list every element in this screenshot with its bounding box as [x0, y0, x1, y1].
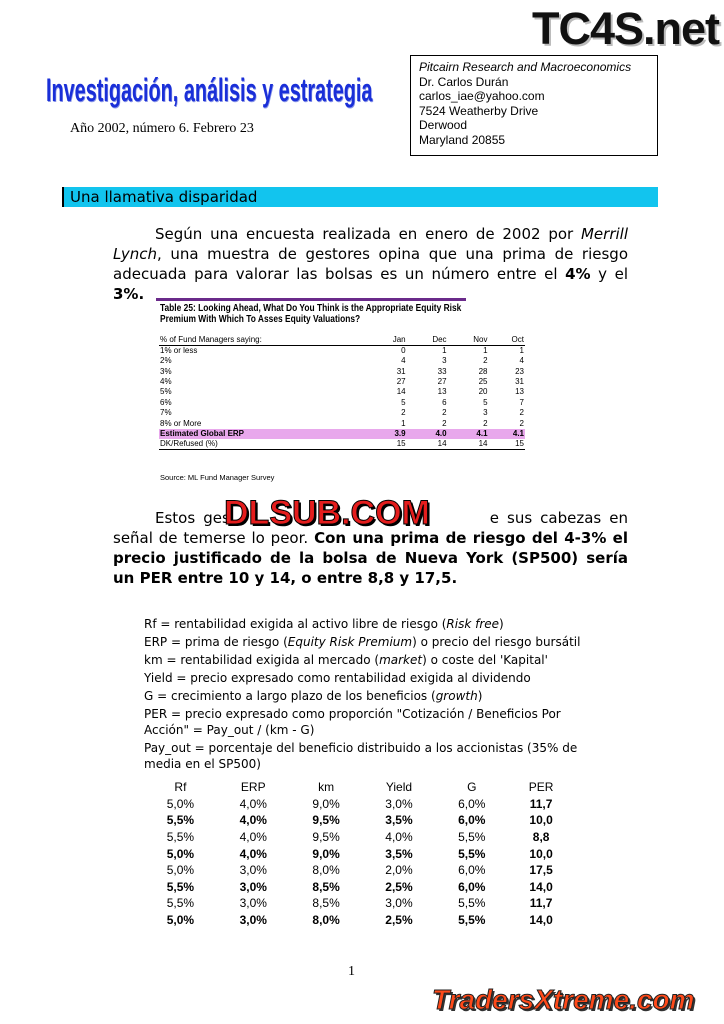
cell-value: 4.0	[407, 429, 448, 439]
table-row	[159, 418, 525, 428]
survey-table-source: Source: ML Fund Manager Survey	[160, 473, 275, 482]
intro-paragraph: Según una encuesta realizada en enero de 2002 por Merrill Lynch, una muestra de gestores opina que una prima de riesgo adecuada para valorar las bolsas es un número entre el 4% y el 3%.	[113, 225, 628, 303]
cell-value: 14	[396, 387, 406, 397]
dlsub-watermark: DLSUB.COM	[224, 494, 430, 532]
cell-value: 9,0%	[312, 846, 340, 861]
row-label: DK/Refused (%)	[159, 439, 369, 450]
cell-value: 3,0%	[239, 913, 267, 928]
cell-value: 2,0%	[385, 863, 413, 878]
cell-value: 8,5%	[312, 896, 340, 911]
page-number: 1	[348, 964, 355, 979]
cell-value: 1	[483, 346, 488, 355]
table-row	[159, 429, 525, 439]
table-row	[159, 387, 525, 397]
table-row	[159, 398, 525, 408]
cell-value: 0	[401, 346, 406, 355]
cell-value: 2	[519, 408, 524, 418]
cell-value: 8,0%	[312, 913, 340, 928]
definition-item: PER = precio expresado como proporción "Cotización / Beneficios Por Acción" = Pay_out / (km - G)	[144, 707, 561, 737]
address-line-email: carlos_iae@yahoo.com	[419, 89, 545, 103]
table-row	[159, 356, 525, 366]
cell-value: 6	[442, 397, 447, 407]
cell-value: 13	[437, 387, 447, 397]
cell-value: 2	[442, 408, 447, 418]
cell-value: 23	[515, 366, 524, 376]
table-row	[144, 895, 574, 912]
definition-item: ERP = prima de riesgo (Equity Risk Premium) o precio del riesgo bursátil	[144, 635, 581, 649]
cell-value: 4,0%	[239, 846, 267, 861]
cell-value: 15	[489, 439, 525, 450]
definition-item: G = crecimiento a largo plazo de los beneficios (growth)	[144, 689, 483, 703]
cell-value: 20	[478, 387, 488, 397]
cell-value: 3,0%	[385, 896, 413, 911]
cell-value: 3,0%	[239, 879, 267, 894]
definition-item: km = rentabilidad exigida al mercado (market) o coste del 'Kapital'	[144, 653, 548, 667]
survey-table-image	[156, 298, 528, 486]
cell-value: 9,5%	[312, 830, 340, 845]
cell-value: 5,0%	[166, 913, 195, 928]
cell-value: 5,5%	[166, 830, 195, 845]
cell-value: 27	[396, 376, 406, 386]
cell-value: 8,5%	[312, 879, 340, 894]
table-row	[144, 796, 574, 813]
table-row	[159, 439, 525, 450]
cell-value: 2	[483, 356, 488, 366]
cell-value: 5,5%	[166, 813, 195, 828]
row-label: 2%	[160, 356, 172, 366]
row-label: 3%	[160, 366, 172, 376]
table-row	[144, 879, 574, 896]
table-row	[159, 408, 525, 418]
cell-value: 5,5%	[166, 896, 195, 911]
table-row	[159, 346, 525, 357]
address-line-street: 7524 Weatherby Drive	[419, 103, 539, 118]
cell-value: 3	[483, 408, 488, 418]
row-label: 5%	[160, 387, 172, 397]
cell-value: 5,5%	[458, 896, 486, 911]
cell-value: 6,0%	[458, 863, 486, 878]
cell-value: 1	[442, 346, 447, 355]
cell-value: 2	[442, 418, 447, 428]
section-heading-bar	[62, 187, 658, 207]
table-row	[144, 812, 574, 829]
cell-value: 14	[407, 439, 448, 450]
cell-value: 3,5%	[385, 846, 413, 861]
cell-value: 6,0%	[458, 796, 486, 811]
definition-item: Yield = precio expresado como rentabilidad exigida al dividendo	[144, 671, 531, 685]
cell-value: 5,5%	[166, 879, 195, 894]
tc4s-watermark: TC4S.net	[532, 3, 720, 54]
cell-value: 5,0%	[166, 846, 195, 861]
newsletter-title: Investigación, análisis y estrategia	[46, 72, 373, 108]
conclusion-paragraph: Estos ges e sus cabezas en señal de temerse lo peor. Con una prima de riesgo del 4-3% el precio justificado de la bolsa de Nueva York (SP500) sería un PER entre 10 y 14, o entre 8,8 y 17,5.	[113, 509, 629, 587]
cell-value: 27	[437, 376, 447, 386]
row-label: 6%	[160, 397, 172, 407]
cell-value: 8,8	[532, 830, 550, 845]
cell-value: 5,0%	[166, 796, 195, 811]
cell-value: 4,0%	[239, 813, 267, 828]
cell-value: 11,7	[529, 896, 553, 911]
row-label: 1% or less	[160, 346, 198, 355]
cell-value: 2	[519, 418, 524, 428]
table-row	[144, 862, 574, 879]
table-row	[159, 366, 525, 376]
cell-value: 3.9	[369, 429, 407, 439]
cell-value: 3,0%	[239, 896, 267, 911]
cell-value: 13	[515, 387, 524, 397]
cell-value: 1	[519, 346, 524, 355]
author-address-box	[410, 55, 658, 156]
per-scenario-table: Rf ERP km Yield G PER 5,0% 4,0% 9,0% 3,0% 6,0% 11,7 5,5% 4,0% 9,5% 3,5% 6,0% 10,0 5,5% 4,0% 9,5% 4,0% 5,5% 8,8 5,0% 4,0% 9,0% 3,5% 5,5% 10,0 5,0% 3,0% 8,0% 2,0% 6,0% 17,5 5,5% 3,0% 8,5% 2,5% 6,0% 14,0 5,5% 3,0% 8,5% 3,0% 5,5% 11,7 5,0% 3,0% 8,0% 2,5% 5,5% 14,0	[144, 779, 574, 928]
definition-item: Pay_out = porcentaje del beneficio distribuido a los accionistas (35% de media en el SP500)	[144, 741, 578, 771]
cell-value: 25	[478, 376, 488, 386]
cell-value: 2	[483, 418, 488, 428]
survey-table-caption: Table 25: Looking Ahead, What Do You Think is the Appropriate Equity Risk Premium With Which To Asses Equity Valuations?	[160, 303, 462, 325]
cell-value: 4	[519, 356, 524, 366]
definition-item: Rf = rentabilidad exigida al activo libre de riesgo (Risk free)	[144, 617, 504, 631]
row-label: 4%	[160, 376, 172, 386]
cell-value: 14,0	[529, 913, 553, 928]
tradersxtreme-watermark: TradersXtreme.com	[432, 984, 695, 1015]
definitions-list	[144, 616, 584, 774]
cell-value: 5,5%	[458, 846, 486, 861]
cell-value: 28	[478, 366, 488, 376]
cell-value: 6,0%	[458, 879, 486, 894]
cell-value: 9,0%	[312, 796, 340, 811]
cell-value: 5	[401, 397, 406, 407]
cell-value: 6,0%	[458, 813, 486, 828]
cell-value: 4,0%	[239, 830, 267, 845]
cell-value: 14	[448, 439, 489, 450]
cell-value: 31	[396, 366, 406, 376]
row-label: 8% or More	[160, 418, 202, 428]
issue-date: Año 2002, número 6. Febrero 23	[70, 121, 254, 136]
cell-value: 2,5%	[385, 913, 413, 928]
cell-value: 4,0%	[239, 796, 267, 811]
cell-value: 7	[519, 397, 524, 407]
cell-value: 5	[483, 397, 488, 407]
table-row	[144, 845, 574, 862]
cell-value: 3,5%	[385, 813, 413, 828]
cell-value: 2,5%	[385, 879, 413, 894]
cell-value: 17,5	[529, 863, 553, 878]
cell-value: 5,5%	[458, 830, 486, 845]
survey-table: % of Fund Managers saying: Jan Dec Nov Oct 1% or less 0 1 1 1 2% 4 3 2 4 3% 31 33 28 23 4% 27 27 25 31 5% 14 13 20 13 6% 5 6 5 7 7% 2 2 3 2 8% or More 1 2 2 2 Estimated Global ERP 3.9 4.0 4.1 4.1 DK/Refused (%) 15 14 14 15	[160, 335, 524, 449]
row-label: Estimated Global ERP	[159, 429, 369, 439]
address-line-org: Pitcairn Research and Macroeconomics	[419, 60, 632, 74]
cell-value: 4	[401, 356, 406, 366]
cell-value: 4.1	[448, 429, 489, 439]
address-line-state: Maryland 20855	[419, 132, 506, 147]
cell-value: 9,5%	[312, 813, 340, 828]
table-row	[144, 829, 574, 846]
cell-value: 4.1	[489, 429, 525, 439]
cell-value: 1	[401, 418, 406, 428]
cell-value: 33	[437, 366, 447, 376]
section-title: Una llamativa disparidad	[70, 188, 258, 206]
table-row	[144, 912, 574, 929]
address-line-name: Dr. Carlos Durán	[419, 74, 509, 89]
cell-value: 3,0%	[385, 796, 413, 811]
row-label: 7%	[160, 408, 172, 418]
cell-value: 14,0	[529, 879, 553, 894]
cell-value: 8,0%	[312, 863, 340, 878]
cell-value: 3	[442, 356, 447, 366]
address-line-city: Derwood	[419, 118, 468, 132]
cell-value: 31	[515, 376, 524, 386]
cell-value: 5,5%	[458, 913, 486, 928]
cell-value: 4,0%	[385, 830, 413, 845]
table-row	[159, 377, 525, 387]
cell-value: 10,0	[529, 846, 553, 861]
cell-value: 2	[401, 408, 406, 418]
cell-value: 5,0%	[166, 863, 195, 878]
cell-value: 15	[369, 439, 407, 450]
cell-value: 3,0%	[239, 863, 267, 878]
cell-value: 10,0	[529, 813, 553, 828]
cell-value: 11,7	[529, 796, 553, 811]
